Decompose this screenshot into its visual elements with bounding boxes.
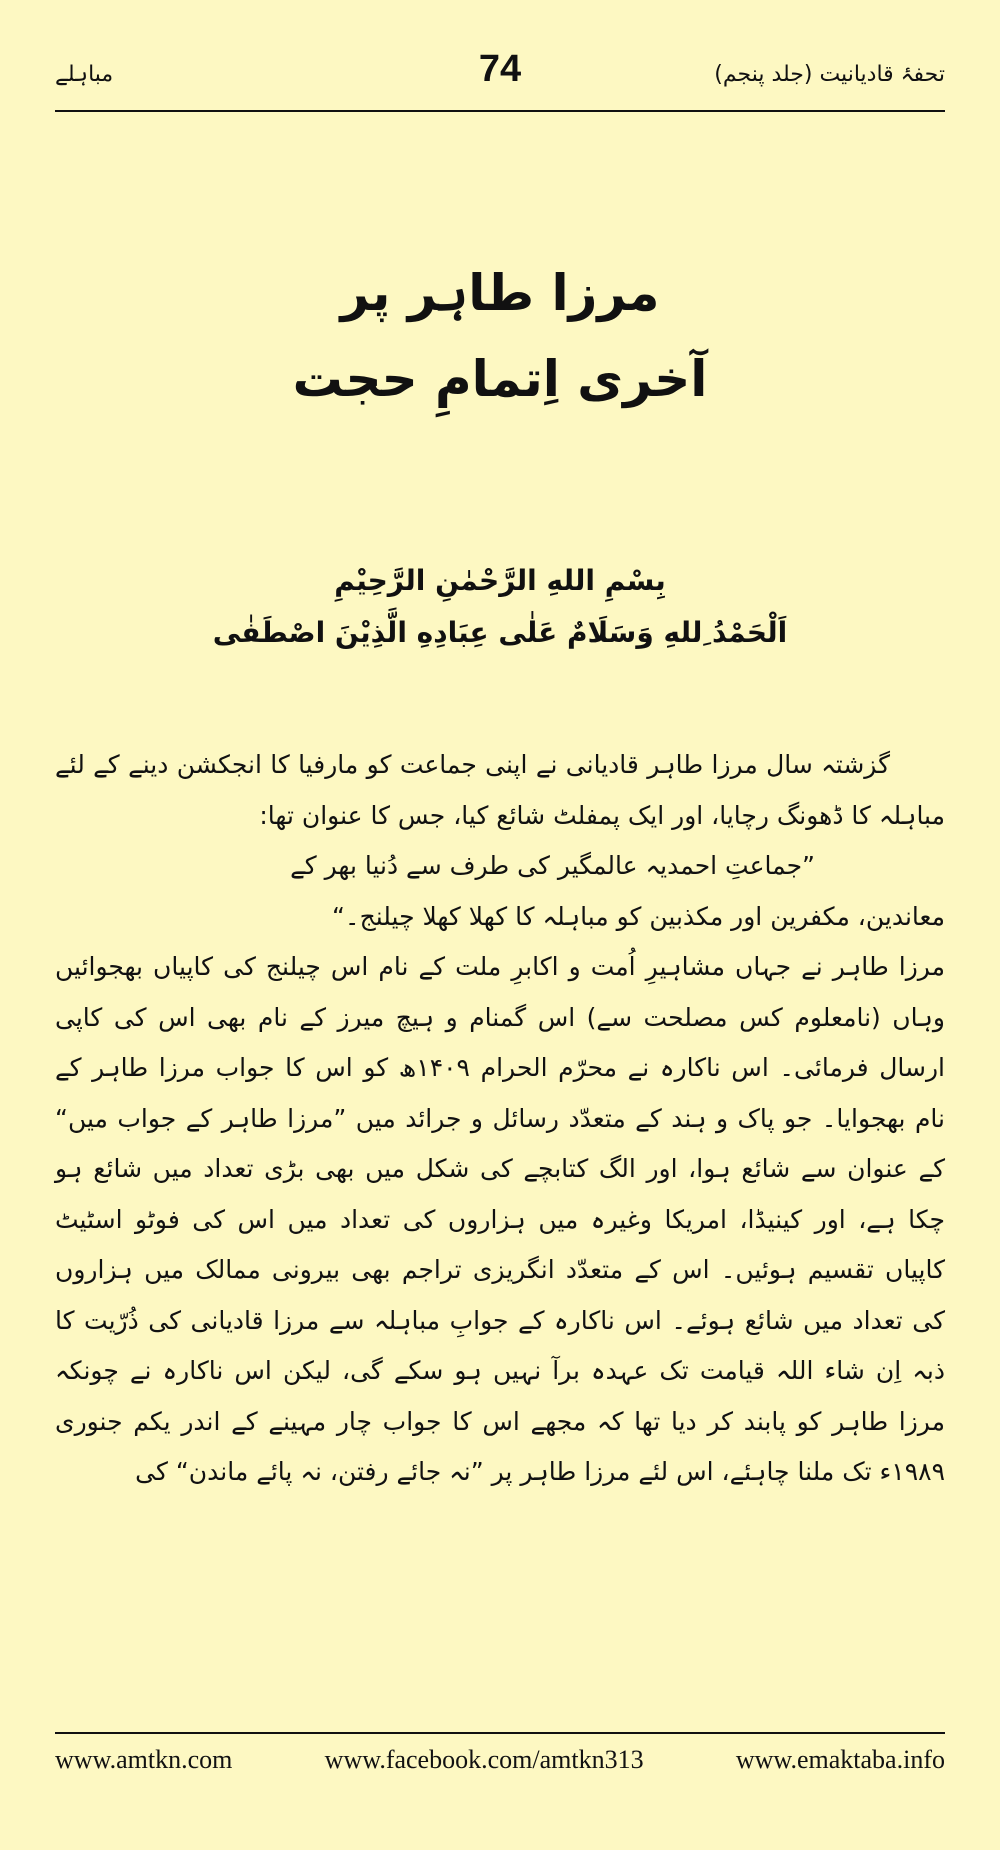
hamd: اَلْحَمْدُ ِللهِ وَسَلَامٌ عَلٰی عِبَادِهِ الَّذِیْنَ اصْطَفٰی	[212, 616, 788, 649]
page-header	[55, 48, 945, 110]
chapter-title	[0, 250, 1000, 422]
quote-line-2: معاندین، مکفرین اور مکذبین کو مباہلہ کا کھلا کھلا چیلنج۔“	[331, 901, 945, 931]
footer-link-facebook[interactable]: www.facebook.com/amtkn313	[324, 1745, 644, 1774]
quote-line-1: ”جماعتِ احمدیہ عالمگیر کی طرف سے دُنیا بھر کے	[290, 851, 815, 880]
footer-link-emaktaba[interactable]: www.emaktaba.info	[735, 1745, 945, 1774]
footer-divider	[55, 1732, 945, 1734]
footer-link-amtkn[interactable]: www.amtkn.com	[55, 1745, 233, 1774]
book-title: تحفۂ قادیانیت (جلد پنجم)	[714, 62, 945, 87]
page-number: 74	[478, 48, 522, 90]
bismillah: بِسْمِ اللهِ الرَّحْمٰنِ الرَّحِیْمِ	[334, 564, 666, 597]
section-label: مباہلے	[55, 62, 114, 87]
chapter-title-line-1: مرزا طاہر پر	[340, 264, 660, 322]
opening-invocation	[0, 555, 1000, 659]
paragraph-2: مرزا طاہر نے جہاں مشاہیرِ اُمت و اکابرِ ملت کے نام اس چیلنج کی کاپیاں بھجوائیں وہاں (نامعلوم کس مصلحت سے) اس گمنام و ہیچ میرز کے نام بھی اس کی کاپی ارسال فرمائی۔ اس ناکارہ نے محرّم الحرام ۱۴۰۹ھ کو اس کا جواب مرزا طاہر کے نام بھجوایا۔ جو پاک و ہند کے متعدّد رسائل و جرائد میں ”مرزا طاہر کے جواب میں“ کے عنوان سے شائع ہوا، اور الگ کتابچے کی شکل میں بھی بڑی تعداد میں شائع ہو چکا ہے، اور کینیڈا، امریکا وغیرہ میں ہزاروں کی تعداد میں اس کی فوٹو اسٹیٹ کاپیاں تقسیم ہوئیں۔ اس کے متعدّد انگریزی تراجم بھی بیرونی ممالک میں ہزاروں کی تعداد میں شائع ہوئے۔ اس ناکارہ کے جوابِ مباہلہ سے مرزا قادیانی کی ذُرّیت کا ذبہ اِن شاء اللہ قیامت تک عہدہ برآ نہیں ہو سکے گی، لیکن اس ناکارہ نے چونکہ مرزا طاہر کو پابند کر دیا تھا کہ مجھے اس کا جواب چار مہینے کے اندر یکم جنوری ۱۹۸۹ء تک ملنا چاہئے، اس لئے مرزا طاہر پر ”نہ جائے رفتن، نہ پائے ماندن“ کی	[55, 952, 945, 1486]
paragraph-1: گزشتہ سال مرزا طاہر قادیانی نے اپنی جماعت کو مارفیا کا انجکشن دینے کے لئے مباہلہ کا ڈھونگ رچایا، اور ایک پمفلٹ شائع کیا، جس کا عنوان تھا:	[55, 750, 945, 830]
header-divider	[55, 110, 945, 112]
body-text	[55, 740, 945, 1498]
page-footer	[55, 1740, 945, 1780]
chapter-title-line-2: آخری اِتمامِ حجت	[292, 350, 708, 408]
